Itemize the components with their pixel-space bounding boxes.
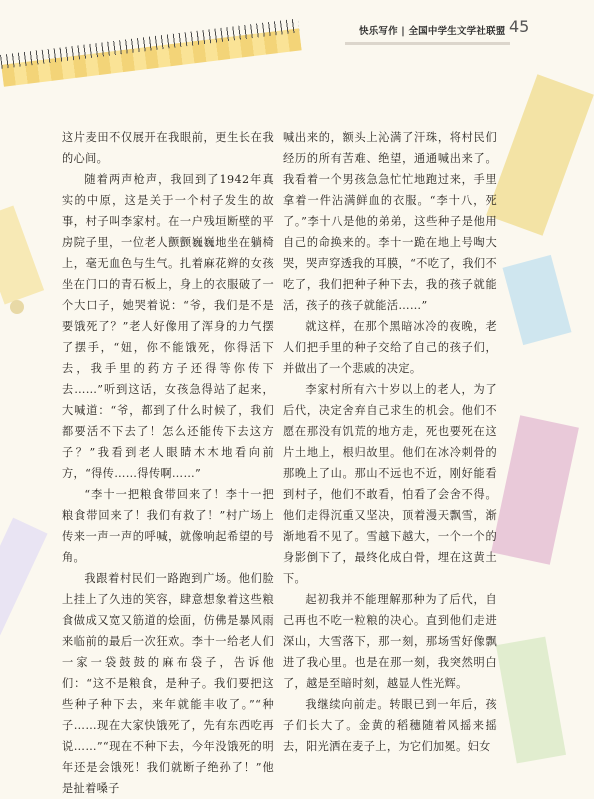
- decorative-paper-scrap: [496, 637, 566, 764]
- paragraph: 喊出来的，额头上沁满了汗珠，将村民们经历的所有苦难、绝望，通通喊出来了。我看着一个男孩急急忙忙地跑过来，手里拿着一件沾满鲜血的衣服。“李十八，死了。”李十八是他的弟弟，这些种子是他用自己的命换来的。李十一跪在地上号啕大哭，哭声穿透我的耳膜，“不吃了，我们不吃了，我们把种子种下去，我的孩子就能活，孩子的孩子就能活……”: [283, 131, 497, 312]
- paragraph: 随着两声枪声，我回到了1942年真实的中原，这是关于一个村子发生的故事，村子叫李家村。在一户残垣断壁的平房院子里，一位老人颤颤巍巍地坐在躺椅上，毫无血色与生气。扎着麻花辫的女孩坐在门口的青石板上，身上的衣服破了一个大口子，她哭着说：“爷，我们是不是要饿死了？”老人好像用了浑身的力气摆了摆手，“妞，你不能饿死，你得活下去，我手里的药方子还得等你传下去……”听到这话，女孩急得站了起来，大喊道：“爷，都到了什么时候了，我们都要活不下去了！怎么还能传下去这方子？”我看到老人眼睛木木地看向前方，“得传……得传啊……”: [62, 173, 274, 480]
- paragraph: 起初我并不能理解那种为了后代，自己再也不吃一粒粮的决心。直到他们走进深山，大雪落下，那一刻，那场雪好像飘进了我心里。也是在那一刻，我突然明白了，越是至暗时刻，越显人性光辉。: [283, 593, 497, 690]
- decorative-paper-scrap: [0, 518, 48, 643]
- paragraph: 李家村所有六十岁以上的老人，为了后代，决定舍弃自己求生的机会。他们不愿在那没有饥荒的地方走，死也要死在这片土地上，根归故里。他们在冰冷刺骨的那晚上了山。那山不远也不近，刚好能看到村子，他们不敢看，怕看了会舍不得。他们走得沉重又坚决，顶着漫天飘雪，渐渐地看不见了。雪越下越大，一个一个的身影倒下了，最终化成白骨，埋在这黄土下。: [283, 383, 497, 585]
- paragraph: 就这样，在那个黑暗冰冷的夜晚，老人们把手里的种子交给了自己的孩子们，并做出了一个悲戚的决定。: [283, 320, 497, 375]
- decorative-paper-scrap: [486, 74, 594, 235]
- decorative-paper-scrap: [0, 206, 44, 305]
- decorative-ruler: [0, 18, 302, 92]
- paragraph: 我跟着村民们一路跑到广场。他们脸上挂上了久违的笑容，肆意想象着这些粮食做成又宽又筋道的烩面，仿佛是暴风雨来临前的最后一次狂欢。李十一给老人们一家一袋鼓鼓的麻布袋子，告诉他们：“这不是粮食，是种子。我们要把这些种子种下去，来年就能丰收了。”“种子……现在大家快饿死了，先有东西吃再说……”“现在不种下去，今年没饿死的明年还是会饿死！我们就断子绝孙了！”他是扯着嗓子: [62, 572, 274, 795]
- paragraph: “李十一把粮食带回来了！李十一把粮食带回来了！我们有救了！”村广场上传来一声一声的呼喊，就像响起希望的号角。: [62, 488, 274, 564]
- decorative-paper-scrap: [491, 415, 579, 564]
- paragraph: 我继续向前走。转眼已到一年后，孩子们长大了。金黄的稻穗随着风摇来摇去，阳光洒在麦子上，为它们加冕。妇女: [283, 698, 497, 753]
- paragraph: 这片麦田不仅展开在我眼前，更生长在我的心间。: [62, 131, 274, 165]
- article-column-left: [62, 127, 274, 799]
- running-header: 快乐写作 | 全国中学生文学社联盟: [359, 26, 506, 37]
- decorative-dot: [10, 300, 24, 314]
- decorative-paper-scrap: [502, 255, 571, 345]
- page-number: 45: [509, 17, 530, 36]
- article-column-right: [283, 127, 497, 757]
